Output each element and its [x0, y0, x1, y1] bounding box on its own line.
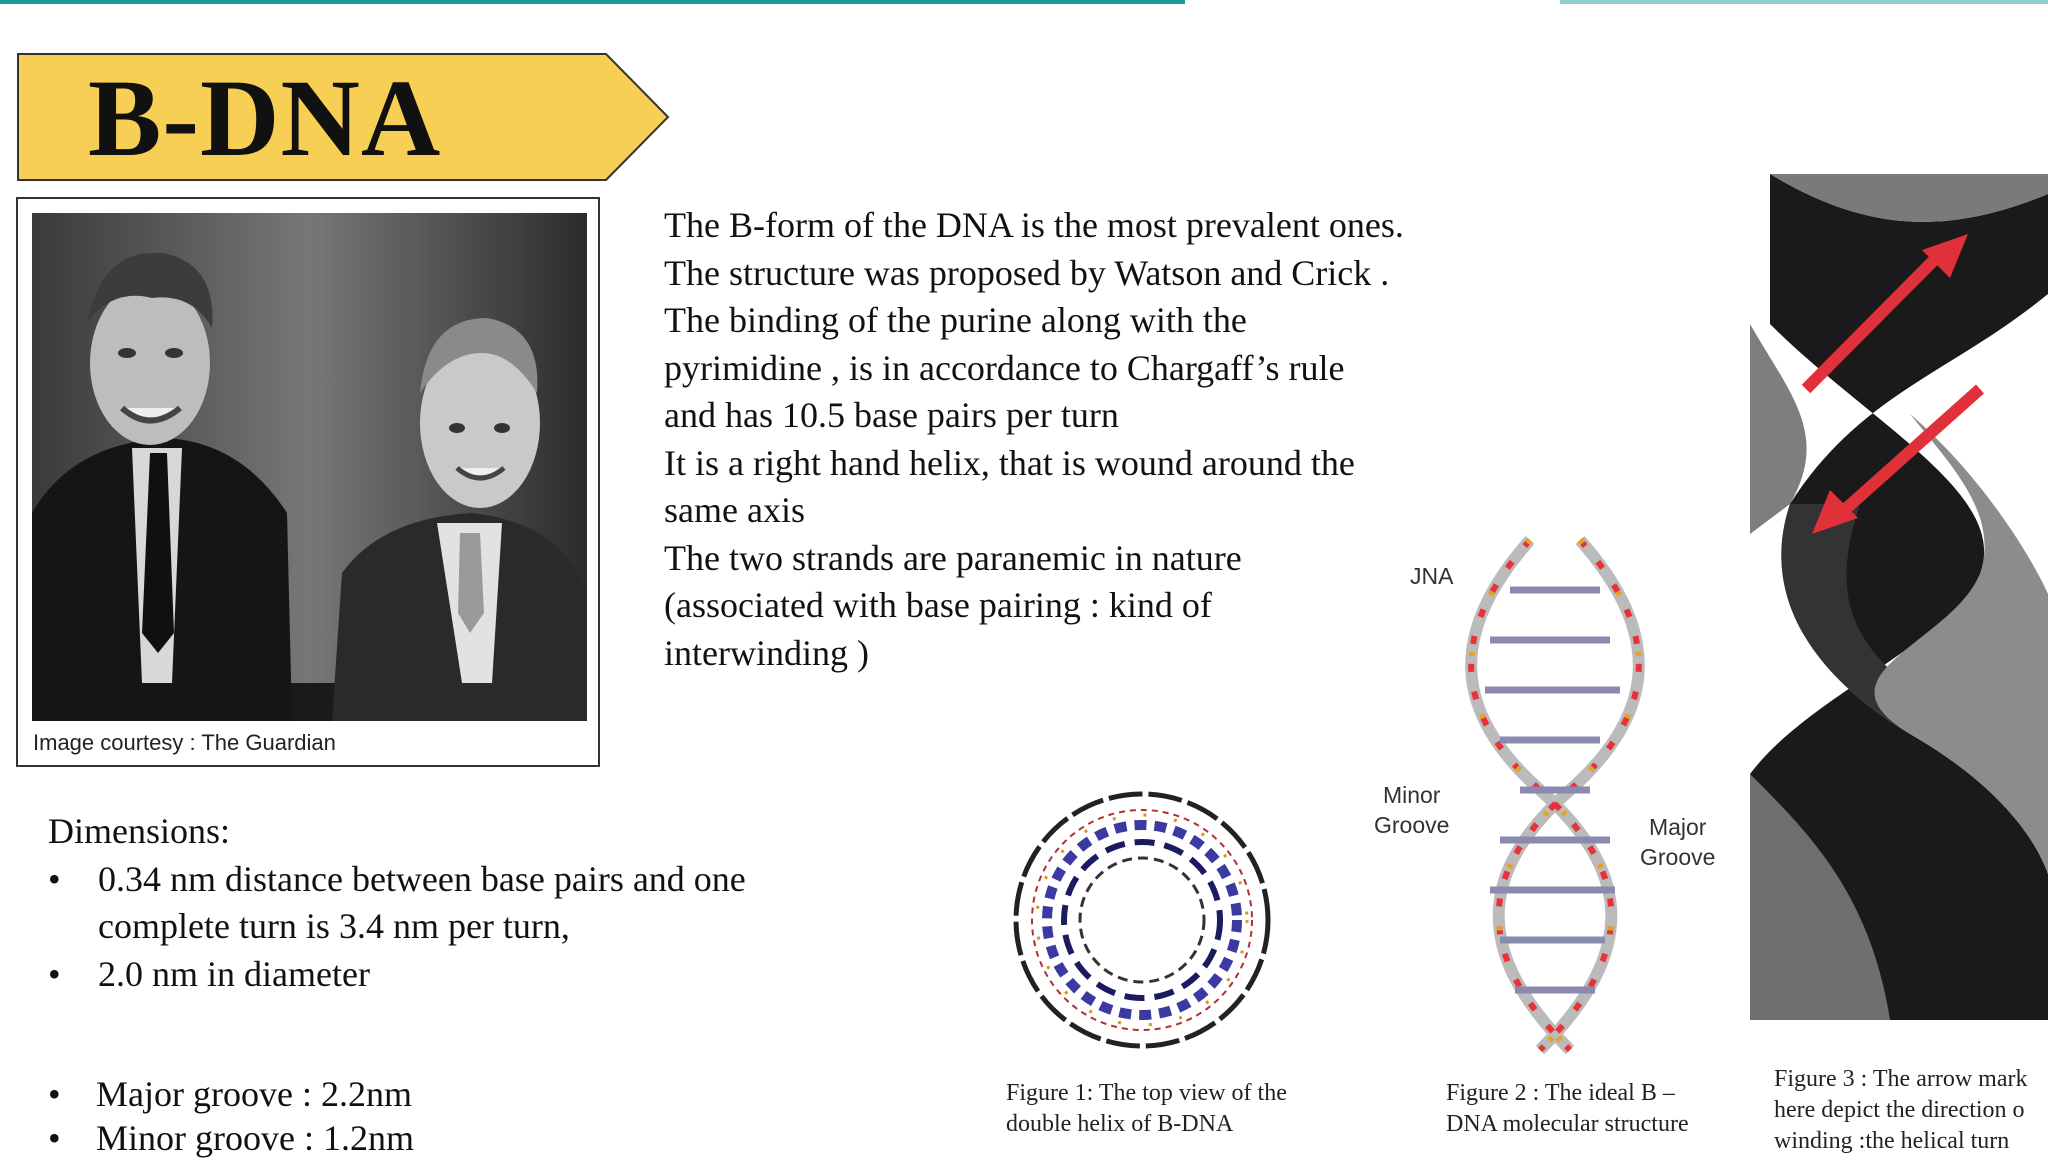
figure-2-caption: Figure 2 : The ideal B – DNA molecular structure: [1446, 1080, 1689, 1137]
photo-credit: Image courtesy : The Guardian: [33, 730, 336, 755]
groove-section: [48, 1072, 648, 1160]
dimensions-heading: Dimensions:: [48, 811, 231, 851]
point-2: The structure was proposed by Watson and Crick .: [664, 252, 1390, 293]
dimension-item: • 2.0 nm in diameter: [48, 951, 748, 999]
bullet-icon: •: [48, 858, 61, 899]
bullet-icon: •: [48, 953, 61, 994]
groove-item: • Minor groove : 1.2nm: [48, 1118, 414, 1158]
dimensions-section: [48, 808, 748, 998]
figure-3-caption: Figure 3 : The arrow mark here depict the direction o winding :the helical turn: [1774, 1066, 2028, 1154]
figure-3-helix-arrows: [1750, 174, 2048, 1020]
watson-crick-photo: [32, 213, 587, 721]
figure-2-label-major: Major Groove: [1640, 814, 1716, 870]
figure-2-label-dna: ЈNA: [1410, 563, 1454, 589]
point-4: It is a right hand helix, that is wound around the same axis: [664, 442, 1355, 530]
description-text: [664, 202, 1404, 677]
bullet-icon: •: [48, 1118, 61, 1158]
figure-2-molecular-structure: [1410, 530, 1700, 1070]
point-3: The binding of the purine along with the pyrimidine , is in accordance to Chargaff’s rule and has 10.5 base pairs per turn: [664, 300, 1345, 435]
dimension-item: • 0.34 nm distance between base pairs and one complete turn is 3.4 nm per turn,: [48, 856, 748, 951]
groove-item: • Major groove : 2.2nm: [48, 1074, 412, 1114]
bullet-icon: •: [48, 1074, 61, 1114]
point-5: The two strands are paranemic in nature (associated with base pairing : kind of interwinding ): [664, 537, 1242, 673]
top-accent-bar: [0, 0, 2048, 4]
figure-1-top-view: [1000, 780, 1285, 1060]
page-title: B-DNA: [88, 57, 442, 179]
figure-2-label-minor: Minor Groove: [1374, 782, 1450, 838]
figure-1-caption: Figure 1: The top view of the double helix of B-DNA: [1006, 1080, 1287, 1137]
point-1: The B-form of the DNA is the most prevalent ones.: [664, 205, 1404, 245]
